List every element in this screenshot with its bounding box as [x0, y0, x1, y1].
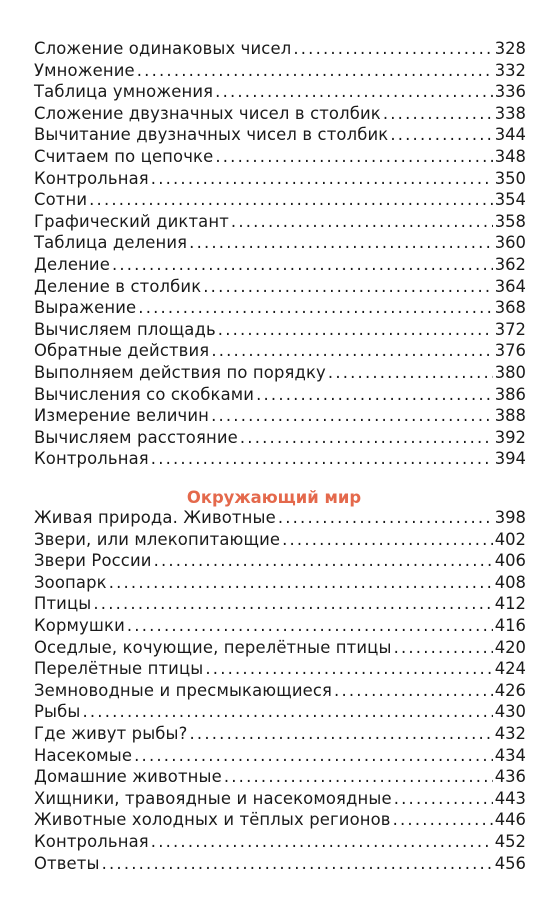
- toc-dot-leader: [127, 615, 493, 637]
- toc-entry-page: 380: [494, 362, 526, 382]
- toc-dot-leader: [394, 637, 493, 659]
- toc-entry[interactable]: [34, 615, 526, 637]
- section-heading-world: Окружающий мир: [186, 488, 362, 507]
- toc-dot-leader: [218, 319, 493, 341]
- toc-entry[interactable]: [34, 60, 526, 82]
- toc-dot-leader: [102, 853, 493, 875]
- toc-math-list: [34, 38, 526, 470]
- toc-dot-leader: [205, 658, 492, 680]
- toc-dot-leader: [154, 550, 493, 572]
- toc-entry-page: 420: [494, 637, 526, 657]
- toc-entry-title: Выражение: [34, 298, 137, 318]
- toc-entry[interactable]: [34, 448, 526, 470]
- toc-entry-page: 436: [494, 767, 526, 787]
- toc-dot-leader: [151, 448, 493, 470]
- toc-entry-title: Живая природа. Животные: [34, 508, 276, 527]
- toc-entry[interactable]: [34, 297, 526, 319]
- toc-entry[interactable]: [34, 658, 526, 680]
- toc-entry-page: 358: [494, 211, 526, 231]
- toc-entry[interactable]: [34, 362, 526, 384]
- toc-entry-title: Контрольная: [34, 168, 149, 188]
- toc-entry-page: 364: [494, 276, 526, 296]
- toc-entry-page: 426: [494, 680, 526, 700]
- toc-world-list: [34, 507, 526, 874]
- toc-entry[interactable]: [34, 146, 526, 168]
- toc-entry-title: Вычитание двузначных чисел в столбик: [34, 125, 389, 145]
- toc-entry[interactable]: [34, 831, 526, 853]
- toc-entry-page: 372: [494, 319, 526, 339]
- toc-entry[interactable]: [34, 276, 526, 298]
- toc-dot-leader: [334, 680, 493, 702]
- toc-entry-page: 392: [494, 427, 526, 447]
- toc-entry-page: 402: [494, 529, 526, 549]
- toc-entry-title: Кормушки: [34, 615, 125, 635]
- toc-dot-leader: [390, 124, 492, 146]
- toc-entry-page: 386: [494, 384, 526, 404]
- toc-entry-title: Деление: [34, 254, 110, 274]
- toc-dot-leader: [231, 211, 493, 233]
- toc-entry-page: 336: [494, 82, 526, 102]
- toc-entry[interactable]: [34, 319, 526, 341]
- toc-entry[interactable]: [34, 637, 526, 659]
- toc-entry-page: 408: [494, 572, 526, 592]
- toc-entry-title: Сложение одинаковых чисел: [34, 39, 292, 58]
- toc-entry-title: Обратные действия: [34, 341, 210, 361]
- toc-entry-title: Таблица умножения: [34, 82, 214, 102]
- toc-entry-title: Контрольная: [34, 449, 149, 469]
- toc-dot-leader: [278, 507, 493, 529]
- toc-dot-leader: [134, 745, 493, 767]
- toc-entry-title: Где живут рыбы?: [34, 723, 188, 743]
- toc-dot-leader: [89, 189, 493, 211]
- toc-entry-title: Птицы: [34, 594, 92, 614]
- toc-entry-page: 434: [494, 745, 526, 765]
- toc-entry-page: 430: [494, 702, 526, 722]
- toc-dot-leader: [151, 168, 493, 190]
- toc-entry-page: 424: [494, 659, 526, 679]
- toc-entry-title: Хищники, травоядные и насекомоядные: [34, 788, 392, 808]
- toc-dot-leader: [93, 593, 492, 615]
- toc-entry[interactable]: [34, 124, 526, 146]
- toc-dot-leader: [138, 297, 492, 319]
- toc-entry[interactable]: [34, 507, 526, 529]
- toc-entry-title: Перелётные птицы: [34, 659, 204, 679]
- toc-entry-page: 354: [494, 190, 526, 210]
- toc-entry-page: 344: [494, 125, 526, 145]
- toc-entry-title: Звери, или млекопитающие: [34, 529, 281, 549]
- toc-entry-title: Домашние животные: [34, 767, 222, 787]
- toc-entry[interactable]: [34, 81, 526, 103]
- toc-dot-leader: [328, 362, 493, 384]
- toc-dot-leader: [190, 723, 493, 745]
- toc-entry[interactable]: [34, 384, 526, 406]
- toc-entry[interactable]: [34, 232, 526, 254]
- toc-dot-leader: [203, 276, 492, 298]
- toc-entry-page: 350: [494, 168, 526, 188]
- toc-entry[interactable]: [34, 853, 526, 875]
- toc-dot-leader: [211, 340, 492, 362]
- toc-dot-leader: [394, 788, 493, 810]
- toc-entry-title: Графический диктант: [34, 211, 229, 231]
- toc-entry[interactable]: [34, 593, 526, 615]
- toc-dot-leader: [211, 405, 493, 427]
- toc-entry[interactable]: [34, 572, 526, 594]
- toc-entry[interactable]: [34, 701, 526, 723]
- toc-dot-leader: [293, 38, 492, 60]
- toc-entry[interactable]: [34, 211, 526, 233]
- toc-entry[interactable]: [34, 745, 526, 767]
- toc-entry-page: 443: [494, 788, 526, 808]
- toc-entry-page: 452: [494, 831, 526, 851]
- toc-entry-title: Вычисляем площадь: [34, 319, 216, 339]
- toc-entry-page: 412: [494, 594, 526, 614]
- toc-entry-page: 348: [494, 146, 526, 166]
- toc-entry[interactable]: [34, 723, 526, 745]
- toc-entry-page: 446: [494, 810, 526, 830]
- toc-entry-title: Зоопарк: [34, 572, 107, 592]
- toc-entry-title: Ответы: [34, 853, 100, 873]
- toc-dot-leader: [240, 427, 493, 449]
- toc-entry-title: Умножение: [34, 60, 135, 80]
- toc-entry-page: 328: [494, 39, 526, 58]
- toc-entry-title: Вычисляем расстояние: [34, 427, 238, 447]
- toc-entry[interactable]: [34, 427, 526, 449]
- toc-entry-page: 368: [494, 298, 526, 318]
- toc-entry[interactable]: [34, 405, 526, 427]
- toc-entry[interactable]: [34, 680, 526, 702]
- toc-entry[interactable]: [34, 103, 526, 125]
- toc-entry-page: 360: [494, 233, 526, 253]
- toc-entry-title: Оседлые, кочующие, перелётные птицы: [34, 637, 392, 657]
- toc-entry[interactable]: [34, 809, 526, 831]
- toc-entry-title: Животные холодных и тёплых регионов: [34, 810, 391, 830]
- toc-dot-leader: [224, 766, 493, 788]
- toc-entry-title: Земноводные и пресмыкающиеся: [34, 680, 333, 700]
- toc-entry-page: 394: [494, 449, 526, 469]
- toc-entry[interactable]: [34, 766, 526, 788]
- toc-dot-leader: [256, 384, 493, 406]
- toc-dot-leader: [189, 232, 493, 254]
- toc-dot-leader: [393, 809, 493, 831]
- toc-entry[interactable]: [34, 550, 526, 572]
- toc-entry[interactable]: [34, 38, 526, 60]
- toc-entry-title: Рыбы: [34, 702, 81, 722]
- toc-entry-page: 456: [494, 853, 526, 873]
- toc-entry-title: Звери России: [34, 551, 152, 571]
- toc-dot-leader: [151, 831, 493, 853]
- toc-entry-page: 416: [494, 615, 526, 635]
- toc-entry-title: Выполняем действия по порядку: [34, 362, 326, 382]
- toc-entry-page: 332: [494, 60, 526, 80]
- toc-entry-page: 432: [494, 723, 526, 743]
- toc-entry-page: 376: [494, 341, 526, 361]
- toc-entry-title: Вычисления со скобками: [34, 384, 255, 404]
- toc-entry-page: 398: [494, 508, 526, 527]
- toc-entry-title: Насекомые: [34, 745, 133, 765]
- toc-dot-leader: [82, 701, 492, 723]
- toc-entry-title: Контрольная: [34, 831, 149, 851]
- toc-entry-title: Сотни: [34, 190, 88, 210]
- toc-entry-page: 338: [494, 103, 526, 123]
- toc-entry[interactable]: [34, 529, 526, 551]
- toc-entry-page: 362: [494, 254, 526, 274]
- toc-entry-title: Деление в столбик: [34, 276, 202, 296]
- toc-dot-leader: [109, 572, 493, 594]
- toc-entry-page: 388: [494, 406, 526, 426]
- toc-dot-leader: [383, 103, 493, 125]
- toc-dot-leader: [215, 146, 492, 168]
- toc-entry-title: Измерение величин: [34, 406, 210, 426]
- toc-entry[interactable]: [34, 189, 526, 211]
- toc-entry[interactable]: [34, 168, 526, 190]
- toc-entry[interactable]: [34, 254, 526, 276]
- toc-entry[interactable]: [34, 340, 526, 362]
- toc-entry-title: Считаем по цепочке: [34, 146, 214, 166]
- toc-dot-leader: [112, 254, 493, 276]
- toc-entry-page: 406: [494, 551, 526, 571]
- toc-dot-leader: [137, 60, 493, 82]
- toc-dot-leader: [215, 81, 493, 103]
- toc-entry-title: Таблица деления: [34, 233, 188, 253]
- toc-entry[interactable]: [34, 788, 526, 810]
- toc-dot-leader: [282, 529, 493, 551]
- toc-entry-title: Сложение двузначных чисел в столбик: [34, 103, 381, 123]
